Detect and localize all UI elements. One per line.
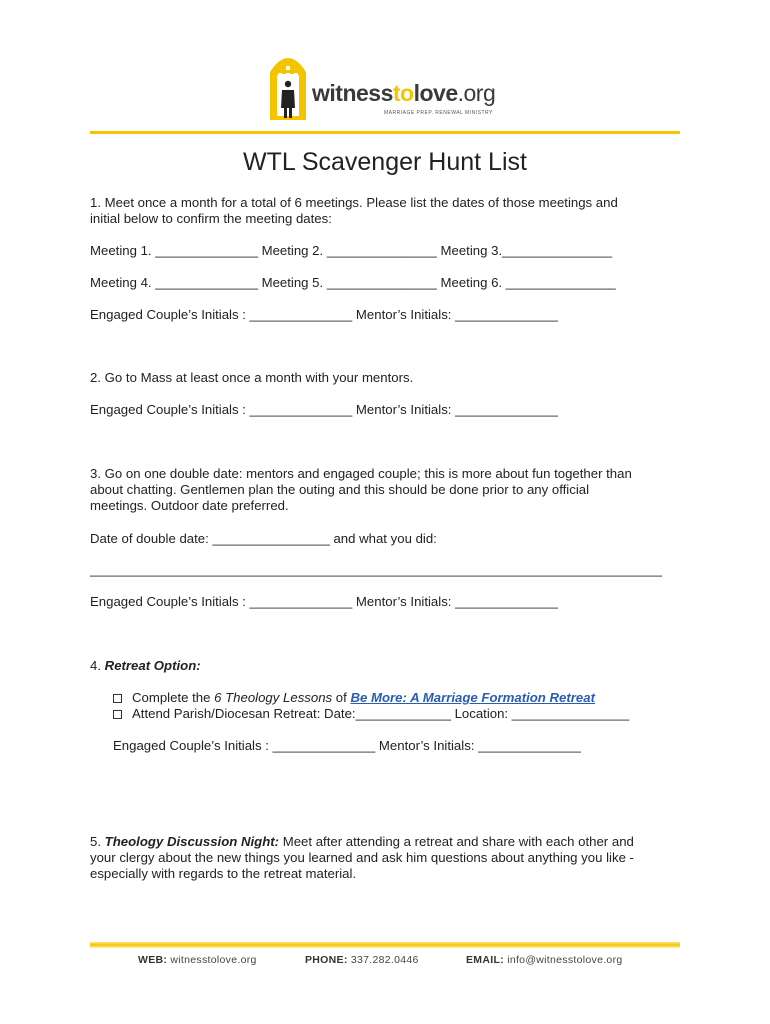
section4-heading: 4. Retreat Option: <box>90 658 201 673</box>
section2-text: 2. Go to Mass at least once a month with your mentors. <box>90 370 414 385</box>
section3-text-line2: about chatting. Gentlemen plan the outing and this should be done prior to any official <box>90 482 590 497</box>
activity-blank-line: ______________________________________________________________________________ <box>90 562 663 577</box>
retreat-option-1[interactable]: Complete the 6 Theology Lessons of Be More: A Marriage Formation Retreat <box>113 690 595 707</box>
retreat-option-2[interactable]: Attend Parish/Diocesan Retreat: Date:_____________ Location: ________________ <box>113 706 629 723</box>
page-title: WTL Scavenger Hunt List <box>243 148 527 176</box>
section2-initials: Engaged Couple’s Initials : ______________ Mentor’s Initials: ______________ <box>90 402 558 417</box>
logo-wordmark: witnesstolove.org <box>312 80 496 106</box>
meetings-row-1: Meeting 1. ______________ Meeting 2. _______________ Meeting 3._______________ <box>90 243 613 258</box>
meetings-row-2: Meeting 4. ______________ Meeting 5. _______________ Meeting 6. _______________ <box>90 275 616 290</box>
logo-tagline: MARRIAGE PREP. RENEWAL MINISTRY <box>384 110 493 116</box>
footer-divider <box>90 942 680 948</box>
checkbox-icon[interactable] <box>113 710 122 719</box>
retreat-link[interactable]: Be More: A Marriage Formation Retreat <box>350 690 595 705</box>
section1-text-line1: 1. Meet once a month for a total of 6 meetings. Please list the dates of those meetings and <box>90 195 618 210</box>
footer-email: EMAIL: info@witnesstolove.org <box>466 954 623 966</box>
section1-text-line2: initial below to confirm the meeting dates: <box>90 211 332 226</box>
chapel-icon <box>266 50 310 122</box>
footer-web: WEB: witnesstolove.org <box>138 954 257 966</box>
section1-initials: Engaged Couple’s Initials : ______________ Mentor’s Initials: ______________ <box>90 307 558 322</box>
double-date-line: Date of double date: ________________ and what you did: <box>90 531 437 546</box>
witnesstolove-logo <box>266 50 506 122</box>
section4-initials: Engaged Couple’s Initials : ______________ Mentor’s Initials: ______________ <box>113 738 581 753</box>
footer-phone: PHONE: 337.282.0446 <box>305 954 419 966</box>
section3-text-line3: meetings. Outdoor date preferred. <box>90 498 289 513</box>
section3-initials: Engaged Couple’s Initials : ______________ Mentor’s Initials: ______________ <box>90 594 558 609</box>
header-divider <box>90 131 680 134</box>
section5-text-line3: especially with regards to the retreat material. <box>90 866 357 881</box>
checkbox-icon[interactable] <box>113 694 122 703</box>
section5-text-line2: your clergy about the new things you learned and ask him questions about anything you like - <box>90 850 634 865</box>
section5-text-line1: 5. Theology Discussion Night: Meet after attending a retreat and share with each other and <box>90 834 634 849</box>
section3-text-line1: 3. Go on one double date: mentors and engaged couple; this is more about fun together than <box>90 466 632 481</box>
